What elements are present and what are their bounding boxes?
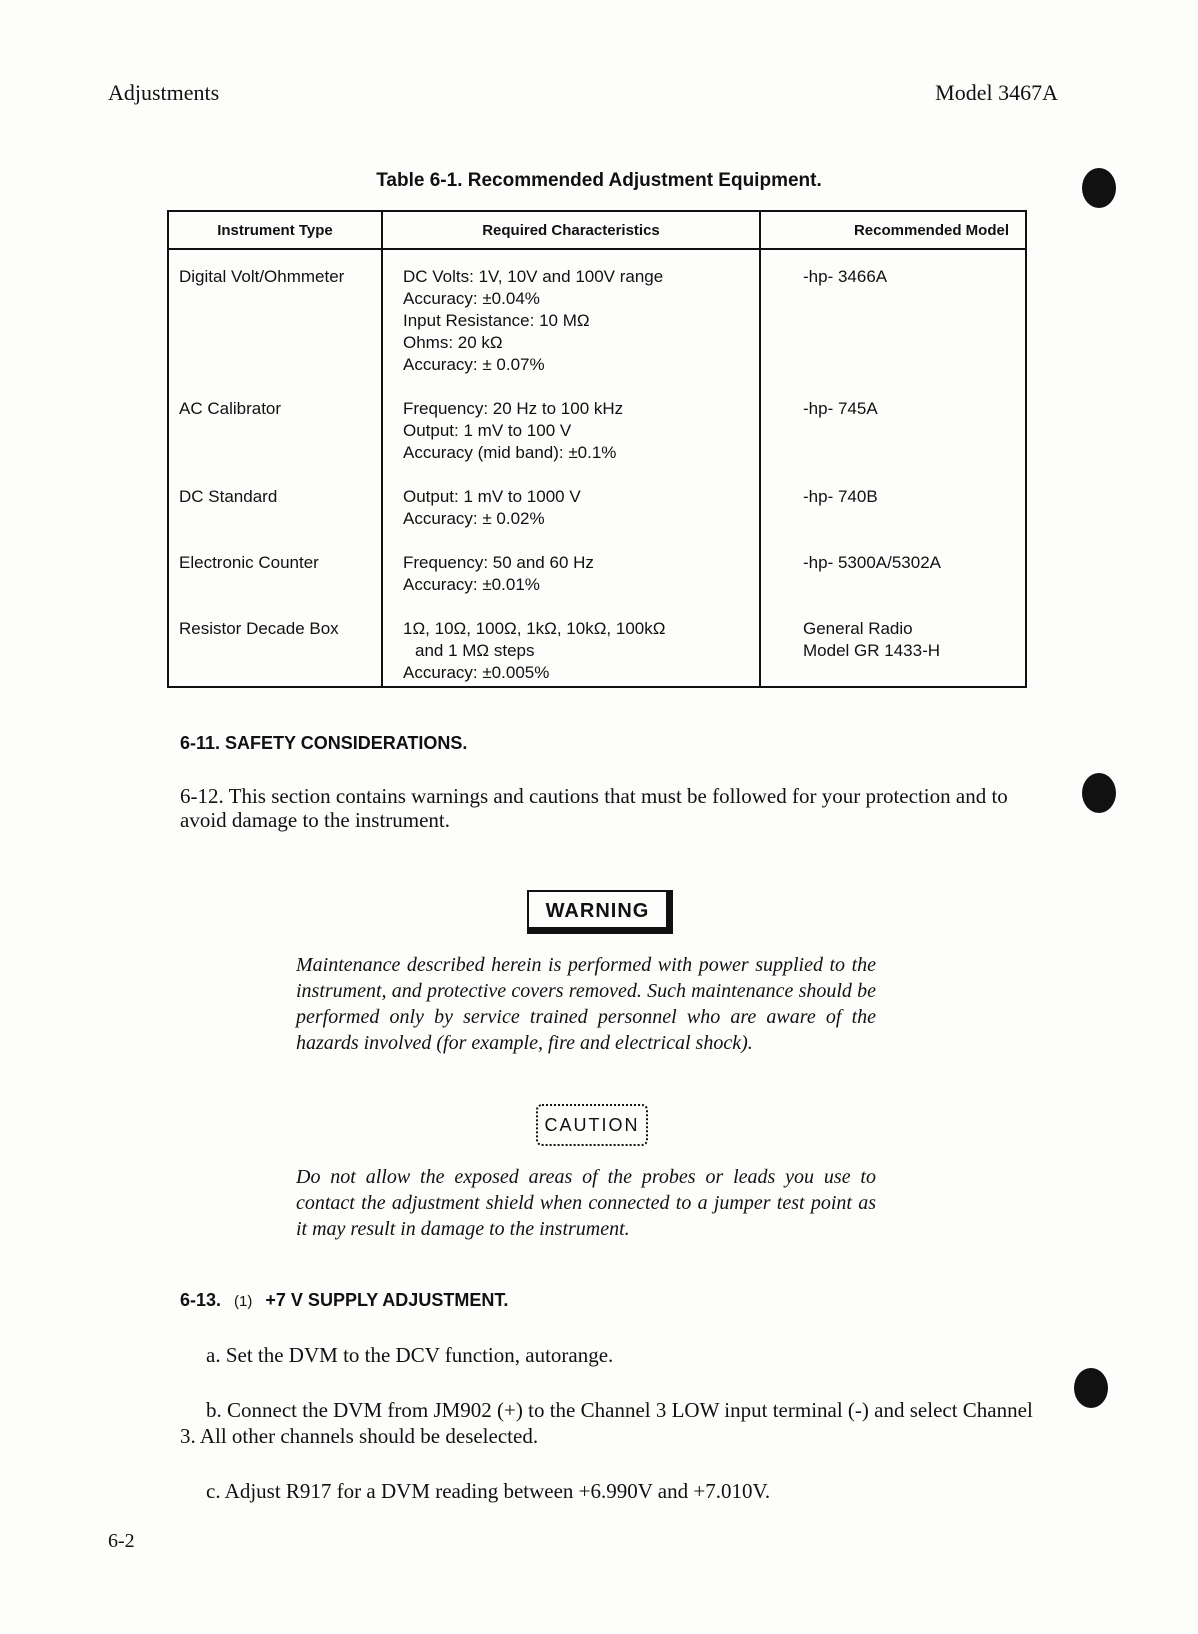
- model-cell: [760, 618, 1026, 687]
- section-title: +7 V SUPPLY ADJUSTMENT.: [265, 1290, 509, 1310]
- column-header: Recommended Model: [760, 211, 1026, 249]
- model-line: -hp- 5300A/5302A: [803, 553, 941, 572]
- running-header-left: Adjustments: [108, 80, 220, 105]
- characteristic-line: and 1 MΩ steps: [415, 641, 535, 660]
- characteristic-line: Output: 1 mV to 1000 V: [403, 487, 581, 506]
- characteristics-cell: [382, 552, 760, 618]
- characteristic-line: Accuracy (mid band): ±0.1%: [403, 443, 617, 462]
- section-number: 6-13.: [180, 1290, 222, 1310]
- caution-label: CAUTION: [536, 1104, 648, 1146]
- warning-label: WARNING: [527, 890, 673, 934]
- page-number: 6-2: [108, 1530, 135, 1552]
- equipment-table: [167, 210, 1027, 688]
- model-line: -hp- 3466A: [803, 267, 888, 286]
- section-heading: [180, 1290, 508, 1311]
- characteristics-cell: [382, 618, 760, 687]
- table-row: [168, 398, 1026, 486]
- table-row: [168, 249, 1026, 398]
- instrument-type-cell: AC Calibrator: [168, 398, 382, 486]
- step-b: b. Connect the DVM from JM902 (+) to the Channel 3 LOW input terminal (-) and select Channel 3. All other channels should be deselected.: [180, 1398, 1033, 1448]
- running-header-right: Model 3467A: [935, 80, 1058, 105]
- characteristic-line: Output: 1 mV to 100 V: [403, 421, 572, 440]
- binder-hole-mark: [1082, 773, 1116, 813]
- instrument-type-cell: DC Standard: [168, 486, 382, 552]
- section-heading: 6-11. SAFETY CONSIDERATIONS.: [180, 733, 468, 753]
- table-title: Table 6-1. Recommended Adjustment Equipment.: [376, 170, 822, 191]
- step-c: c. Adjust R917 for a DVM reading between +6.990V and +7.010V.: [206, 1479, 771, 1503]
- model-line: -hp- 745A: [803, 399, 878, 418]
- table-row: [168, 552, 1026, 618]
- safety-paragraph: 6-12. This section contains warnings and cautions that must be followed for your protection and to avoid damage to the instrument.: [180, 784, 1008, 832]
- model-cell: [760, 398, 1026, 486]
- table-row: [168, 618, 1026, 687]
- model-line: Model GR 1433-H: [803, 641, 941, 660]
- characteristic-line: Frequency: 50 and 60 Hz: [403, 553, 594, 572]
- model-cell: [760, 486, 1026, 552]
- characteristics-cell: [382, 249, 760, 398]
- step-a: a. Set the DVM to the DCV function, autorange.: [206, 1343, 614, 1367]
- table-row: [168, 486, 1026, 552]
- instrument-type-cell: Digital Volt/Ohmmeter: [168, 249, 382, 398]
- characteristic-line: DC Volts: 1V, 10V and 100V range: [403, 267, 664, 286]
- characteristic-line: Ohms: 20 kΩ: [403, 333, 503, 352]
- column-header: Instrument Type: [168, 211, 382, 249]
- instrument-type-cell: Resistor Decade Box: [168, 618, 382, 687]
- model-cell: [760, 552, 1026, 618]
- characteristics-cell: [382, 486, 760, 552]
- characteristic-line: Accuracy: ±0.04%: [403, 289, 540, 308]
- characteristics-cell: [382, 398, 760, 486]
- instrument-type-cell: Electronic Counter: [168, 552, 382, 618]
- table-header-row: [168, 211, 1026, 249]
- binder-hole-mark: [1074, 1368, 1108, 1408]
- column-header: Required Characteristics: [382, 211, 760, 249]
- model-cell: [760, 249, 1026, 398]
- characteristic-line: Accuracy: ± 0.02%: [403, 509, 545, 528]
- characteristic-line: Frequency: 20 Hz to 100 kHz: [403, 399, 624, 418]
- model-line: General Radio: [803, 619, 913, 638]
- warning-text: Maintenance described herein is performed with power supplied to the instrument, and protective covers removed. Such maintenance should be performed only by service trained personnel who are aware of the hazards involved (for example, fire and electrical shock).: [296, 954, 876, 1054]
- characteristic-line: Accuracy: ±0.01%: [403, 575, 540, 594]
- characteristic-line: 1Ω, 10Ω, 100Ω, 1kΩ, 10kΩ, 100kΩ: [403, 619, 666, 638]
- characteristic-line: Input Resistance: 10 MΩ: [403, 311, 590, 330]
- model-line: -hp- 740B: [803, 487, 878, 506]
- caution-text: Do not allow the exposed areas of the probes or leads you use to contact the adjustment shield when connected to a jumper test point as it may result in damage to the instrument.: [296, 1166, 876, 1240]
- circled-one-icon: (1): [234, 1293, 253, 1310]
- characteristic-line: Accuracy: ±0.005%: [403, 663, 550, 682]
- characteristic-line: Accuracy: ± 0.07%: [403, 355, 545, 374]
